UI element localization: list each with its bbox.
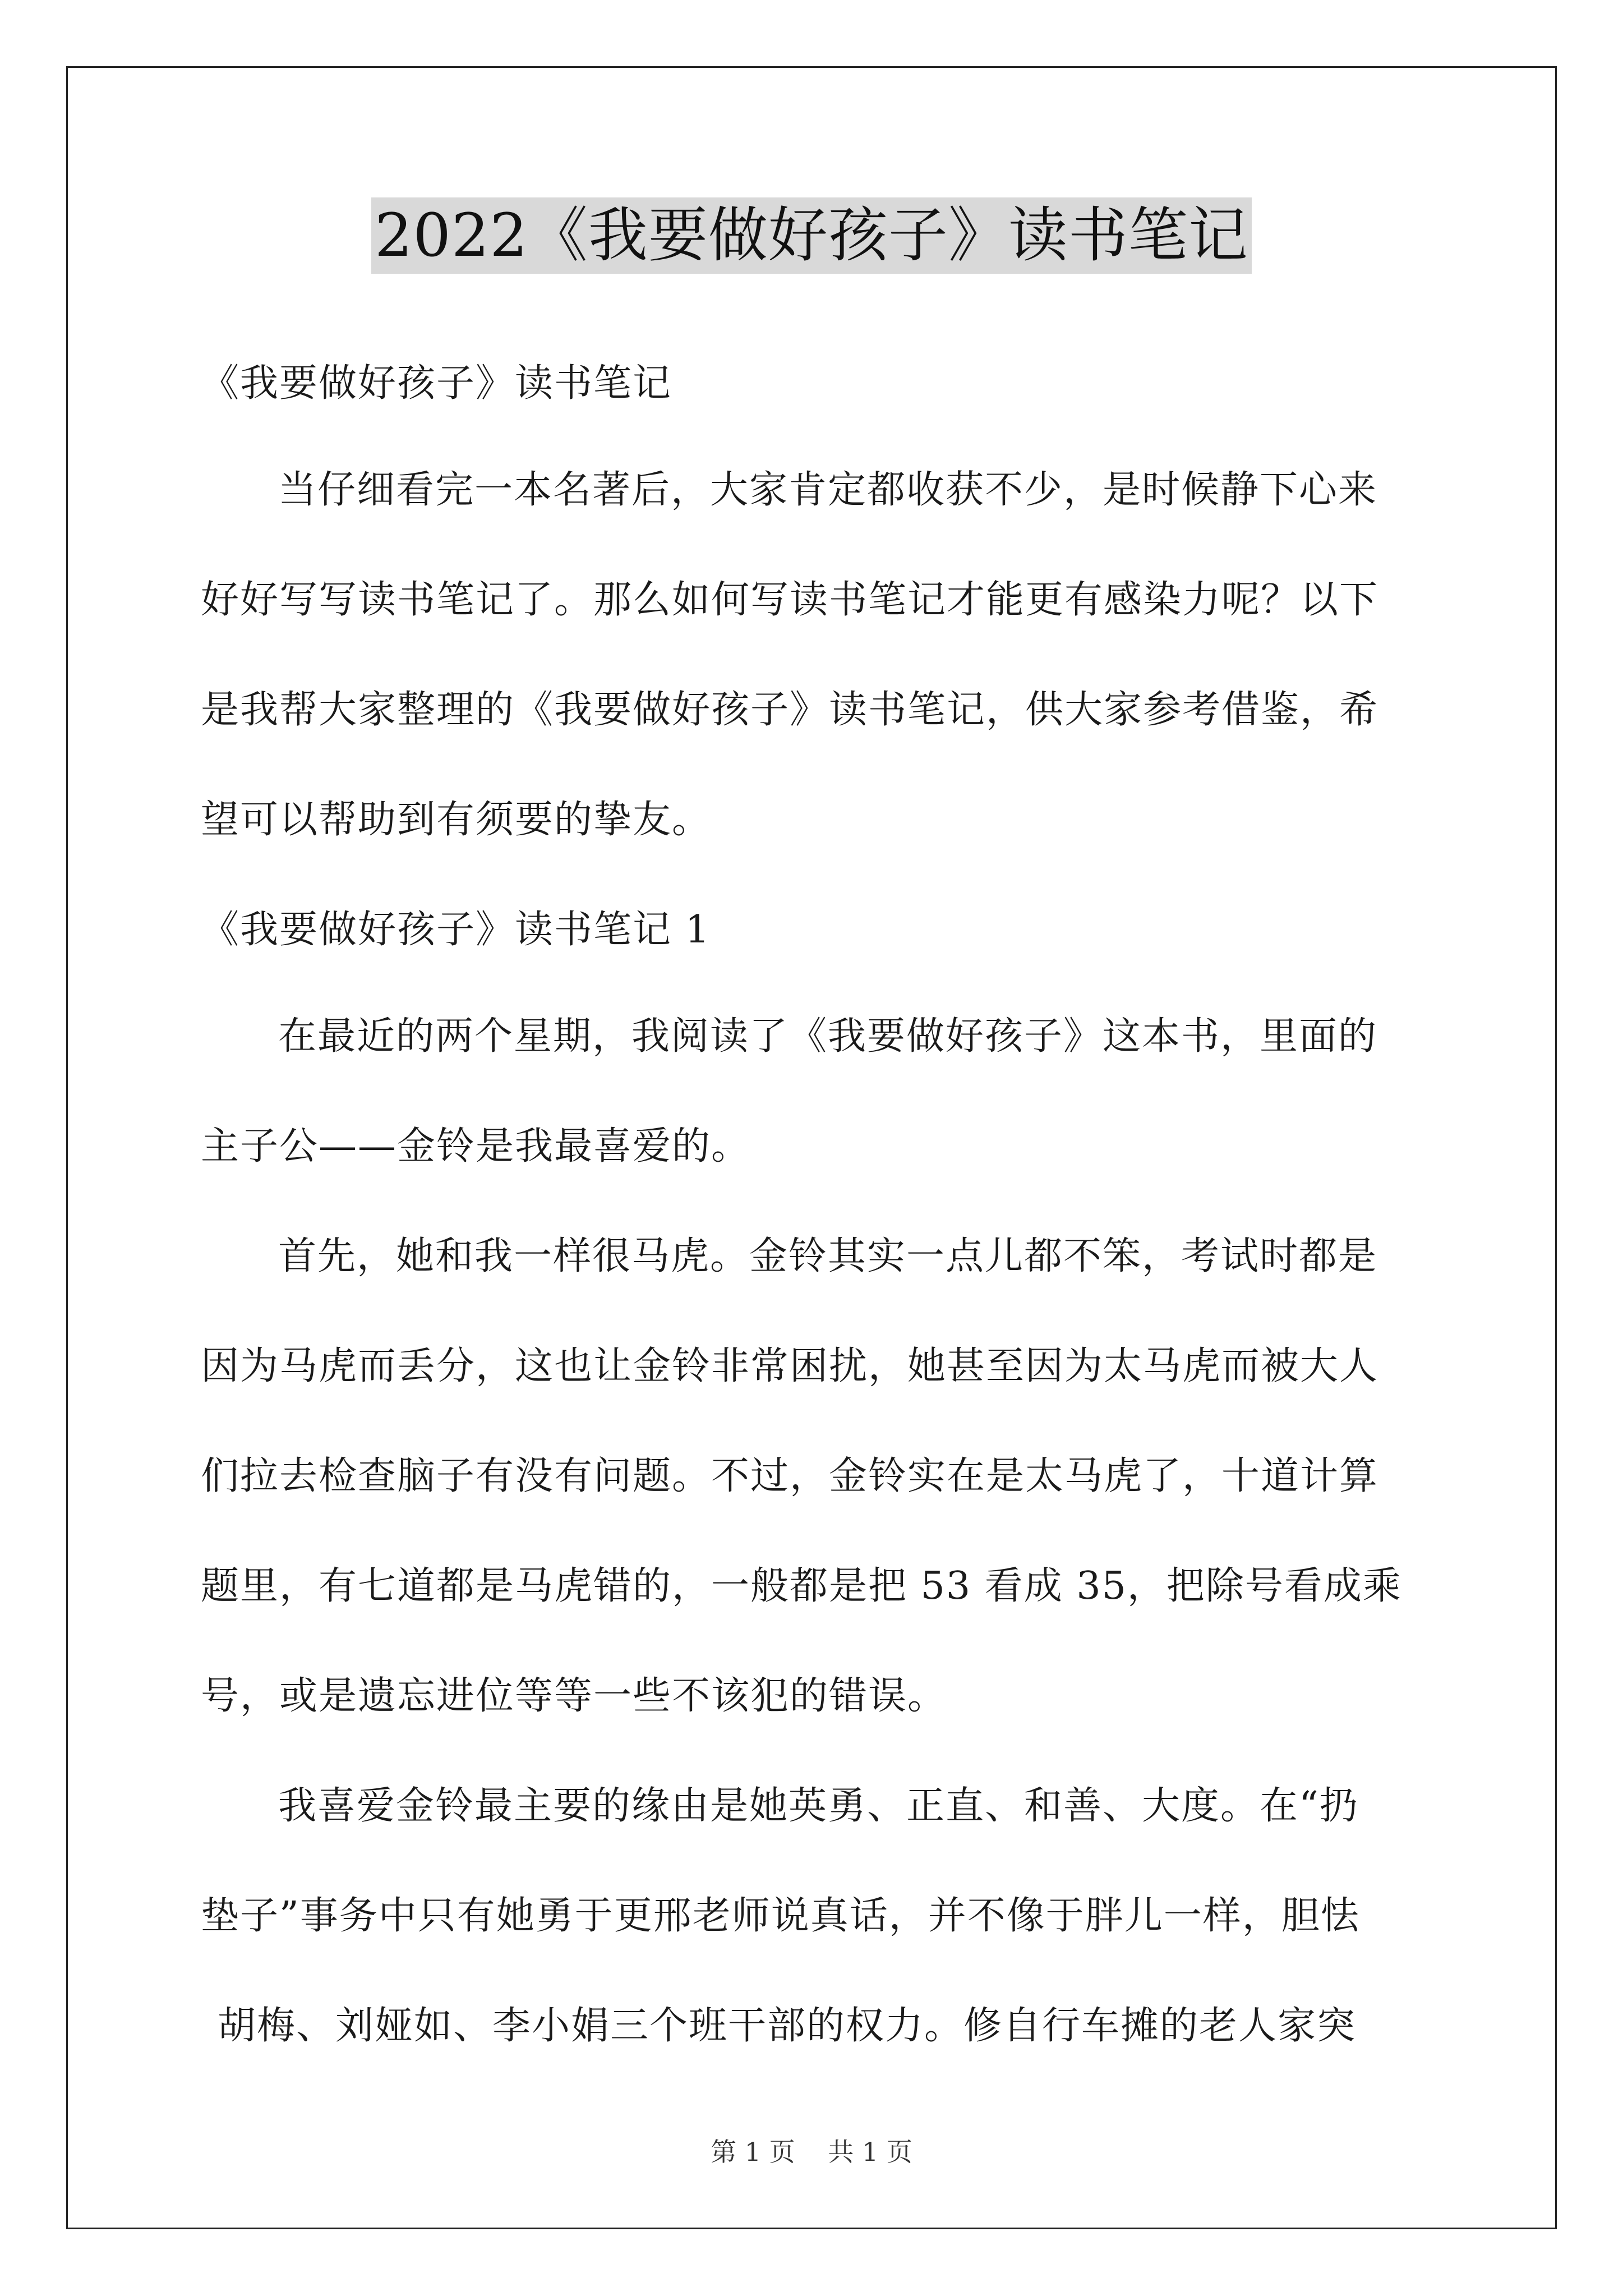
paragraph-line: 首先，她和我一样很马虎。金铃其实一点儿都不笨，考试时都是	[278, 1234, 1378, 1278]
paragraph-line: 们拉去检查脑子有没有问题。不过，金铃实在是太马虎了，十道计算	[201, 1454, 1379, 1498]
page-number: 第 1 页	[711, 2137, 795, 2167]
paragraph-line: 因为马虎而丢分，这也让金铃非常困扰，她甚至因为太马虎而被大人	[201, 1344, 1379, 1388]
title-container	[0, 197, 1623, 274]
section-heading: 《我要做好孩子》读书笔记 1	[201, 908, 711, 952]
paragraph-line: 是我帮大家整理的《我要做好孩子》读书笔记，供大家参考借鉴，希	[201, 688, 1379, 732]
paragraph-line: 垫子”事务中只有她勇于更邢老师说真话，并不像于胖儿一样，胆怯	[201, 1894, 1360, 1938]
subtitle-heading: 《我要做好孩子》读书笔记	[201, 361, 672, 406]
paragraph-line: 在最近的两个星期，我阅读了《我要做好孩子》这本书，里面的	[278, 1014, 1378, 1059]
paragraph-line: 好好写写读书笔记了。那么如何写读书笔记才能更有感染力呢？以下	[201, 578, 1379, 622]
document-title: 2022《我要做好孩子》读书笔记	[371, 197, 1252, 274]
page-total: 共 1 页	[828, 2137, 912, 2167]
paragraph-line: 胡梅、刘娅如、李小娟三个班干部的权力。修自行车摊的老人家突	[218, 2004, 1357, 2048]
paragraph-line: 题里，有七道都是马虎错的，一般都是把 53 看成 35，把除号看成乘	[201, 1564, 1402, 1608]
paragraph-line: 当仔细看完一本名著后，大家肯定都收获不少，是时候静下心来	[278, 468, 1378, 512]
page-footer	[0, 2132, 1623, 2169]
paragraph-line: 主子公——金铃是我最喜爱的。	[201, 1124, 751, 1168]
paragraph-line: 我喜爱金铃最主要的缘由是她英勇、正直、和善、大度。在“扔	[278, 1784, 1359, 1828]
document-body	[201, 329, 1429, 2081]
paragraph-line: 号，或是遗忘进位等等一些不该犯的错误。	[201, 1674, 947, 1718]
paragraph-line: 望可以帮助到有须要的挚友。	[201, 798, 712, 842]
